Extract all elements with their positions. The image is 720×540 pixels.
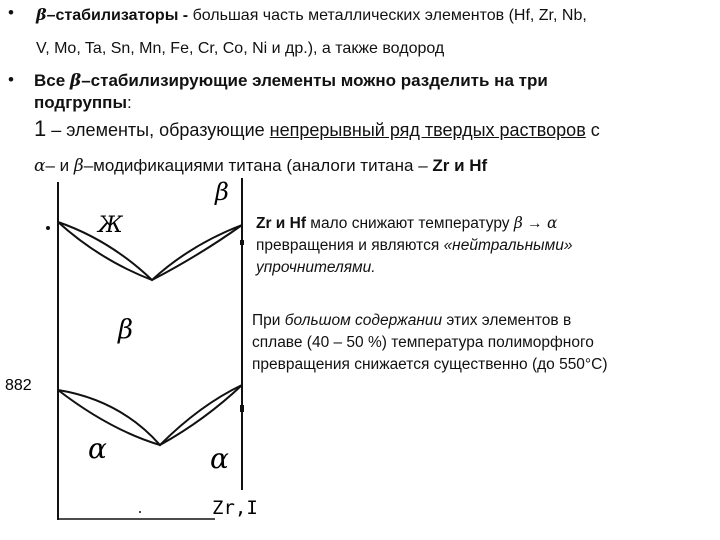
bullet-marker: • [8,70,14,89]
underlined-term: непрерывный ряд твердых растворов [269,120,586,140]
note-line-2: превращения и являются [256,237,444,254]
text: –модификациями титана (аналоги титана – [83,156,433,175]
bullet-1-line-2: V, Mo, Ta, Sn, Mn, Fe, Cr, Co, Ni и др.), а также водород [36,40,445,57]
note2-b: этих элементов в [442,312,572,329]
x-axis-label: Zr,I [212,497,258,519]
term: стабилизаторы [55,7,179,24]
liquidus-line [58,222,242,280]
colon: : [126,93,132,112]
beta-symbol: β [36,5,47,24]
dot-mark [139,511,141,513]
note-line-3: упрочнителями. [256,259,376,276]
beta-phase-label: β [118,315,134,345]
separator: - [178,7,193,24]
liquid-phase-label: Ж [98,213,123,238]
alpha-phase-label-left: α [88,432,107,465]
beta-symbol: β [513,214,523,232]
bold-elements: Zr и Hf [256,215,306,232]
alpha-transus-line [58,385,242,445]
temperature-882-label: 882 [5,377,32,394]
beta-symbol: β [69,71,82,91]
bold-elements: Zr и Hf [432,156,488,175]
neutral-term: «нейтральными» [443,237,573,254]
bullet-marker: • [8,3,14,22]
text: – и [45,156,74,175]
note2-italic: большом содержании [284,312,443,329]
note2-line-2: сплаве (40 – 50 %) температура полиморфного [252,334,594,351]
subgroup-text-before: – элементы, образующие [46,120,270,140]
note2-a: При [252,312,285,329]
solidus-line [58,222,242,280]
beta-symbol: β [73,156,84,176]
desc-line-1: большая часть металлических элементов (Hf, Zr, Nb, [192,7,587,24]
dot-mark [46,226,50,230]
note-text: мало снижают температуру [306,215,514,232]
note-zr-hf [256,212,716,279]
arrow: → [522,215,547,232]
alpha-symbol: α [34,156,46,176]
dash: – [46,7,56,24]
note2-line-3: превращения снижается существенно (до 550°С) [252,356,608,373]
bullet-2-part-2: –стабилизирующие элементы можно разделить на три [81,71,548,90]
alpha-phase-label-right: α [210,442,229,475]
subgroups-word: подгруппы [34,93,127,112]
alpha-symbol: α [546,214,558,232]
subgroup-text-after: с [585,120,600,140]
bullet-2-part-1: Все [34,71,70,90]
subgroup-number: 1 [34,116,47,141]
beta-phase-label-top: β [215,178,229,206]
note-high-content [252,310,718,376]
